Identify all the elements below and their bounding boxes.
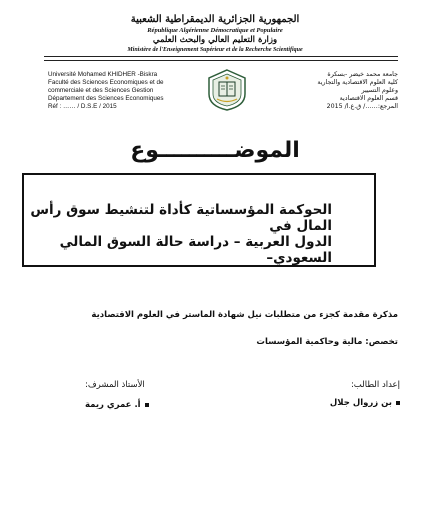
- ministry-ar: وزارة التعليم العالي والبحث العلمي: [152, 35, 278, 45]
- institution-ar-line: المرجع:……/ ق.ع.ا/ 2015: [326, 103, 398, 110]
- republic-fr: République Algérienne Démocratique et Populaire: [147, 27, 283, 34]
- institution-ar-line: قسم العلوم الاقتصادية: [339, 95, 398, 102]
- student-label: إعداد الطالب:: [350, 380, 400, 390]
- bullet-icon: [145, 403, 149, 407]
- university-emblem-icon: [205, 68, 249, 112]
- memo-statement: مذكرة مقدمة كجزء من متطلبات نيل شهادة الماستر في العلوم الاقتصادية: [91, 310, 398, 320]
- institution-ar-line: جامعة محمد خيضر -بسكرة: [327, 71, 398, 78]
- institution-ar: [258, 71, 398, 111]
- institution-ar-line: كلية العلوم الاقتصادية والتجارية: [317, 79, 398, 86]
- thesis-title-line-2: الدول العربية – دراسة حالة السوق المالي السعودي–: [59, 234, 332, 266]
- subject-label: الموضــــــــــوع: [130, 138, 300, 163]
- supervisor-name-text: أ. عمري ريمة: [85, 400, 141, 410]
- bullet-icon: [396, 401, 400, 405]
- institution-fr-line: Département des Sciences Economiques: [48, 95, 164, 102]
- student-name: [330, 398, 400, 408]
- institution-fr-line: Faculté des Sciences Economiques et de: [48, 79, 164, 86]
- header-divider: [44, 56, 398, 61]
- supervisor-label: الأستاذ المشرف:: [85, 380, 145, 390]
- supervisor-name: [85, 400, 149, 410]
- specialization: تخصص: مالية وحاكمية المؤسسات: [256, 337, 398, 347]
- institution-fr-line: Réf : …… / D.S.E / 2015: [48, 103, 117, 110]
- institution-fr-line: commerciale et des Sciences Gestion: [48, 87, 154, 94]
- thesis-title-line-1: الحوكمة المؤسساتية كأداة لتنشيط سوق رأس المال في: [30, 202, 332, 234]
- ministry-fr: Ministère de l'Enseignement Supérieur et de la Recherche Scientifique: [127, 47, 303, 53]
- student-name-text: بن زروال جلال: [329, 398, 392, 408]
- institution-ar-line: وعلوم التسيير: [361, 87, 398, 94]
- institution-fr: [48, 71, 208, 111]
- institution-fr-line: Université Mohamed KHIDHER -Biskra: [48, 71, 158, 78]
- republic-ar: الجمهورية الجزائرية الديمقراطية الشعبية: [130, 14, 300, 25]
